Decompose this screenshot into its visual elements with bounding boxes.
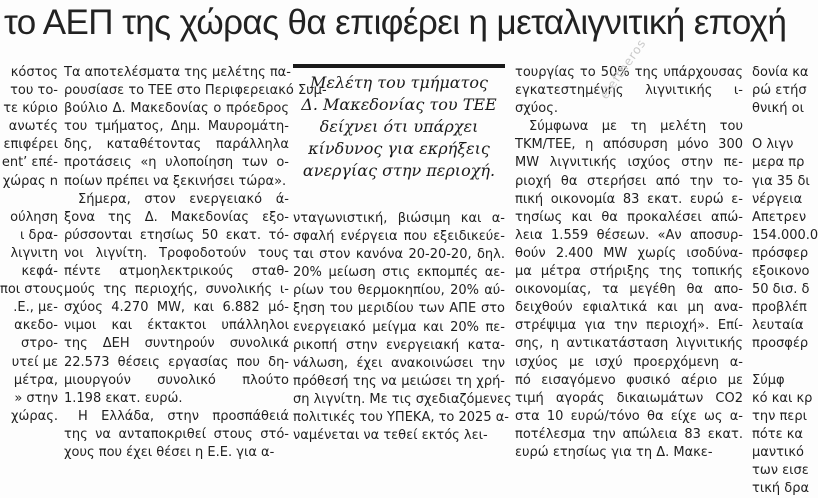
col5-line: των εισε [752, 463, 809, 479]
col5-line: μαντικό [752, 444, 804, 460]
col3-line: πολιτικές του ΥΠΕΚΑ, το 2025 α- [293, 410, 509, 426]
col5-line: ρώ ετήσ [752, 83, 807, 99]
col4-line: δειχθούν εφιαλτικά και μη ανα- [515, 300, 743, 316]
col4-line: ποτέλεσμα την απώλεια 83 εκατ. [515, 426, 743, 442]
col5-line: πότε κα [752, 426, 803, 442]
col1-line: χώρας n [2, 173, 58, 189]
col2-line: μιουργούν συνολικό πλούτο [64, 372, 289, 388]
col4-line: πό εισαγόμενο φυσικό αέριο με [515, 372, 743, 388]
pullquote-line: κίνδυνος για εκρήξεις [308, 139, 490, 158]
col3-line: νάλωση, έχει ανακοινώσει την [293, 355, 505, 371]
col4-line: σχύος. [515, 101, 558, 117]
col3-line: ση λιγνίτη. Με τις σχεδιαζόμενες [293, 391, 512, 407]
col1-line: » στην [14, 390, 58, 406]
col1-line: .Ε., με- [13, 300, 58, 316]
col1-line: χώρας. [11, 408, 58, 424]
col4-line: λεια 1.559 θέσεων. «Αν αποσυρ- [515, 227, 743, 243]
col4-line: τησίως και θα προκαλέσει απώ- [515, 209, 743, 225]
col5-line: λευταία [752, 318, 804, 334]
col3-line: νταγωνιστική, βιώσιμη και α- [293, 211, 505, 226]
col3-line: ρίων του θερμοκηπίου, 20% αύ- [293, 283, 505, 299]
col2-line: δης, καταθέτοντας παράλληλα [64, 137, 289, 153]
col3-line: ναμένεται να τεθεί εκτός λει- [293, 428, 488, 444]
article-column-2 [64, 64, 327, 462]
col2-line: ξονα της Δ. Μακεδονίας εξο- [64, 209, 289, 225]
col2-line: νοι λιγνίτη. Τροφοδοτούν τους [64, 245, 289, 261]
col5-line: τική δρα [752, 481, 810, 497]
col3-line: ρικοπή στην ενεργειακή κατα- [293, 337, 505, 353]
col1-line: επιφέρει [3, 137, 58, 153]
col5-line: κό και κρ [752, 390, 813, 406]
article-column-3 [293, 210, 512, 445]
col2-line: ρύσσονται ετησίως 50 εκατ. τό- [64, 227, 289, 243]
col5-line: εξοικονο [752, 264, 810, 280]
col2-line: πέντε ατμοηλεκτρικούς σταθ- [64, 264, 289, 280]
col5-line [752, 118, 800, 136]
col1-line: ακεδο- [14, 318, 58, 334]
col3-line: 20% μείωση στις εκπομπές αε- [293, 265, 505, 281]
col5-line: δονία κα [752, 65, 809, 80]
col4-line: εγκατεστημένης λιγνιτικής ι- [515, 83, 743, 99]
col5-line: για 35 δι [752, 173, 810, 189]
col5-line [752, 354, 800, 372]
col5-line: 154.000.0 [752, 227, 818, 243]
col5-line: πρόσφερ [752, 245, 809, 261]
col4-line: ΤΚΜ/ΤΕΕ, η απόσυρση μόνο 300 [515, 137, 743, 153]
col1-line: ποι στους [0, 282, 64, 298]
col4-line: πική οικονομία 83 εκατ. ευρώ ε- [515, 191, 743, 207]
col1-line: υτεί με [11, 354, 58, 370]
col1-line: κόστος [10, 65, 58, 80]
col2-line: της να ανταποκριθεί στους στό- [64, 426, 289, 442]
col2-line: σχύος 4.270 MW, και 6.882 μό- [64, 300, 289, 316]
col4-line: Σύμφωνα με τη μελέτη του [529, 119, 743, 135]
col4-line: ευρώ ετησίως για τη Δ. Μακε- [515, 444, 713, 460]
col1-line: λιγνιτη [10, 245, 58, 261]
col2-line: 22.573 θέσεις εργασίας που δη- [64, 354, 289, 370]
col3-line: ξηση του μεριδίου των ΑΠΕ στο [293, 301, 505, 317]
col2-line: ποίων πρέπει να ξεκινήσει τώρα». [64, 173, 287, 189]
pullquote-line: δείχνει ότι υπάρχει [319, 117, 479, 136]
col2-line: βούλιο Δ. Μακεδονίας ο πρόεδρος [64, 101, 289, 117]
col3-line: ενεργειακό μείγμα και 20% πε- [293, 319, 505, 335]
article-column-1 [0, 64, 64, 426]
col4-line: στρέψιμα για την περιοχή». Επί- [515, 318, 743, 334]
col2-line: της ΔΕΗ συντηρούν συνολικά [64, 336, 289, 352]
col4-line: τουργίας το 50% της υπάρχουσας [515, 65, 743, 80]
col2-line: του τμήματος, Δημ. Μαυρομάτη- [64, 119, 289, 135]
col4-line: σης, η αντικατάσταση λιγνιτικής [515, 336, 743, 352]
watermark-text: eleftheros [597, 36, 649, 102]
col4-line: ριοχή θα στερήσει από την το- [515, 173, 743, 189]
col5-line: θνική οι [752, 101, 804, 117]
col1-line: ι δρα- [20, 227, 58, 243]
pullquote-line: ανεργίας στην περιοχή. [302, 161, 496, 180]
col2-line: Η Ελλάδα, στην προσπάθειά [78, 408, 289, 424]
col5-line: μερα πρ [752, 155, 805, 171]
col1-line: μέτρα, [13, 372, 58, 388]
col5-line: την περι [752, 408, 807, 424]
headline [0, 0, 800, 52]
col3-line: ται στον κανόνα 20-20-20, δηλ. [293, 247, 505, 263]
headline-text: το ΑΕΠ της χώρας θα επιφέρει η μεταλιγνιτική εποχή [4, 3, 787, 42]
col4-line: θούν 2.400 MW χωρίς ισοδύνα- [515, 245, 743, 261]
col2-line: Τα αποτελέσματα της μελέτης πα- [64, 65, 291, 80]
col2-line: ρουσίασε το TEE στο Περιφερειακό Συμ- [64, 83, 327, 99]
col2-line: 1.198 εκατ. ευρώ. [64, 390, 183, 406]
col2-line: Σήμερα, στον ενεργειακό ά- [78, 191, 289, 207]
col1-line: ανωτές [8, 119, 58, 135]
col1-line: του το- [10, 83, 58, 99]
col5-line: Σύμφ [752, 372, 785, 388]
col4-line: MW λιγνιτικής ισχύος στην πε- [515, 155, 743, 171]
pullquote-line: Δ. Μακεδονίας του TEE [301, 95, 497, 114]
col2-line: νιμοι και έκτακτοι υπάλληλοι [64, 318, 289, 334]
col5-line: Απετρεν [752, 209, 807, 225]
col5-line: Ο λιγν [752, 137, 794, 153]
col4-line: στα 10 ευρώ/τόνο θα είχε ως α- [515, 408, 743, 424]
article-column-4 [515, 64, 743, 462]
col2-line: μούς της περιοχής, συνολικής ι- [64, 282, 289, 298]
col1-line: ούληση [10, 209, 58, 225]
col3-line: πρόθεσή της να μειώσει τη χρή- [293, 373, 505, 389]
col4-line: ισχύος με ισχύ προερχόμενη α- [515, 354, 743, 370]
pull-quote [293, 64, 505, 182]
pullquote-line: Μελέτη του τμήματος [310, 73, 488, 92]
col5-line: προσφέρ [752, 336, 809, 352]
col2-line: προτάσεις «η υλοποίηση των ο- [64, 155, 289, 171]
article-column-5 [752, 64, 818, 498]
col1-line: κεφά- [21, 264, 58, 280]
col1-line: ent’ επέ- [1, 155, 58, 171]
col5-line: νέργεια [752, 191, 803, 207]
col1-line [0, 191, 60, 209]
col3-line: σφαλή ενέργεια που εξειδικεύε- [293, 229, 505, 245]
col4-line: οικονομίας, τα μεγέθη θα απο- [515, 282, 743, 298]
col2-line: χους που έχει θέσει η Ε.Ε. για α- [64, 444, 275, 460]
col4-line: μα μέτρα στήριξης της τοπικής [515, 264, 743, 280]
col1-line: τε κύριο [3, 101, 58, 117]
col1-line: στρο- [21, 336, 58, 352]
col5-line: 50 δισ. δ [752, 282, 810, 298]
col4-line: τιμή αγοράς δικαιωμάτων CO2 [515, 390, 743, 406]
col5-line: προβλέπ [752, 300, 807, 316]
